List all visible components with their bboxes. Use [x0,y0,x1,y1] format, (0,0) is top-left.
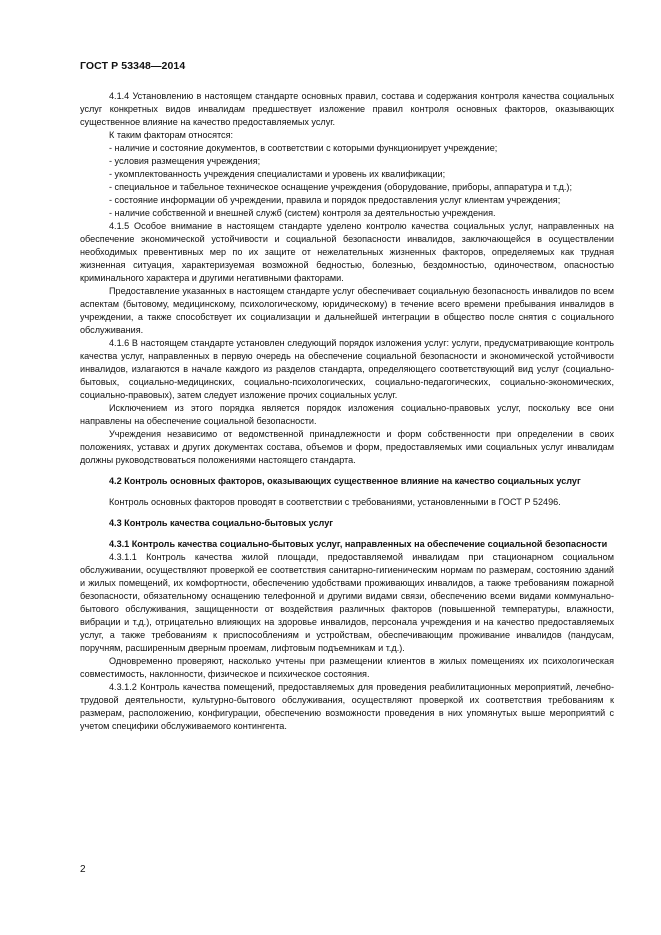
paragraph-4-1-4: 4.1.4 Установлению в настоящем стандарте основных правил, состава и содержания контроля качества социальных услуг конкретных видов инвалидам предшествует изложение правил контроля основных факторов, оказывающих существенное влияние на качество предоставляемых услуг. [80,91,614,127]
list-item: - условия размещения учреждения; [109,156,261,166]
section-heading-4-2: 4.2 Контроль основных факторов, оказывающих существенное влияние на качество социальных услуг [109,476,581,486]
paragraph-4-3-1-1: 4.3.1.1 Контроль качества жилой площади, предоставляемой инвалидам при стационарном социальном обслуживании, осуществляют проверкой ее соответствия санитарно-гигиеническим нормам по размерам, состоянию зданий и жилых помещений, их комфортности, обеспечению удобствами проживающих инвалидов, а также требованиям пожарной безопасности, обязательному оснащению телефонной и другими видами связи, обеспечению всеми видами коммунально-бытового обслуживания, защищенности от воздействия различных факторов (повышенной температуры, влажности, вибрации и т.д.), отрицательно влияющих на здоровье инвалидов, персонала учреждения и на качество предоставляемых услуг, а также требованиям к приспособлениям и устройствам, обеспечивающим проживание инвалидов (пандусам, поручням, расширенным дверным проемам, лифтовым подъемникам и т.д.). [80,552,614,653]
paragraph-4-3-1-2: 4.3.1.2 Контроль качества помещений, предоставляемых для проведения реабилитационных мероприятий, лечебно-трудовой деятельности, культурно-бытового обслуживания, осуществляют проверкой их соответствия требованиям к размерам, расположению, конфигурации, обеспечению возможности проведения в них упомянутых выше мероприятий с учетом специфики обслуживаемого контингента. [80,682,614,731]
paragraph-factors-intro: К таким факторам относятся: [109,130,234,140]
paragraph-exception: Исключением из этого порядка является порядок изложения социально-правовых услуг, поскольку все они направлены на обеспечение социальной безопасности. [80,403,614,426]
paragraph-4-1-6: 4.1.6 В настоящем стандарте установлен следующий порядок изложения услуг: услуги, предусматривающие контроль качества услуг, направленных в первую очередь на обеспечение социальной безопасности и экономической устойчивости инвалидов, излагаются в начале каждого из разделов стандарта, определяющего соответствующий вид услуг (социально-бытовых, социально-медицинских, социально-психологических, социально-педагогических, социально-экономических, социально-правовых), затем следует изложение прочих социальных услуг. [80,338,614,400]
list-item: - укомплектованность учреждения специалистами и уровень их квалификации; [109,169,446,179]
section-heading-4-3-1: 4.3.1 Контроль качества социально-бытовых услуг, направленных на обеспечение социальной безопасности [109,539,608,549]
list-item: - наличие собственной и внешней служб (систем) контроля за деятельностью учреждения. [109,208,496,218]
paragraph-services-provision: Предоставление указанных в настоящем стандарте услуг обеспечивает социальную безопасность инвалидов по всем аспектам (бытовому, медицинскому, психологическому, юридическому) в течение всего времени пребывания инвалидов в учреждении, а также способствует их социализации и дальнейшей интеграции в общество после снятия с социального обслуживания. [80,286,614,335]
document-header-id: ГОСТ Р 53348—2014 [80,60,186,72]
spacer [80,530,614,538]
list-item: - состояние информации об учреждении, правила и порядок предоставления услуг клиентам учреждения; [109,195,561,205]
spacer [80,488,614,496]
document-body [80,90,614,733]
section-heading-4-3: 4.3 Контроль качества социально-бытовых услуг [109,518,334,528]
paragraph-simultaneous-check: Одновременно проверяют, насколько учтены при размещении клиентов в жилых помещениях их психологическая совместимость, наклонности, физическое и психическое состояния. [80,656,614,679]
list-item: - наличие и состояние документов, в соответствии с которыми функционирует учреждение; [109,143,498,153]
paragraph-4-1-5: 4.1.5 Особое внимание в настоящем стандарте уделено контролю качества социальных услуг, направленных на обеспечение экономической устойчивости и социальной безопасности инвалидов, заключающейся в осуществлении необходимых превентивных мер по их защите от нежелательных жизненных факторов, определяемых как трудная жизненная ситуация, характеризуемая возможной бедностью, болезнью, бездомностью, одиночеством, опасностью криминального характера и другими негативными факторами. [80,221,614,283]
paragraph-institutions: Учреждения независимо от ведомственной принадлежности и форм собственности при определении в своих положениях, уставах и других документах состава, объемов и форм, предоставляемых ими социальных услуг инвалидам должны руководствоваться положениями настоящего стандарта. [80,429,614,465]
page-number: 2 [80,864,86,875]
spacer [80,467,614,475]
paragraph-4-2-body: Контроль основных факторов проводят в соответствии с требованиями, установленными в ГОСТ Р 52496. [109,497,561,507]
spacer [80,509,614,517]
list-item: - специальное и табельное техническое оснащение учреждения (оборудование, приборы, аппаратура и т.д.); [109,182,572,192]
